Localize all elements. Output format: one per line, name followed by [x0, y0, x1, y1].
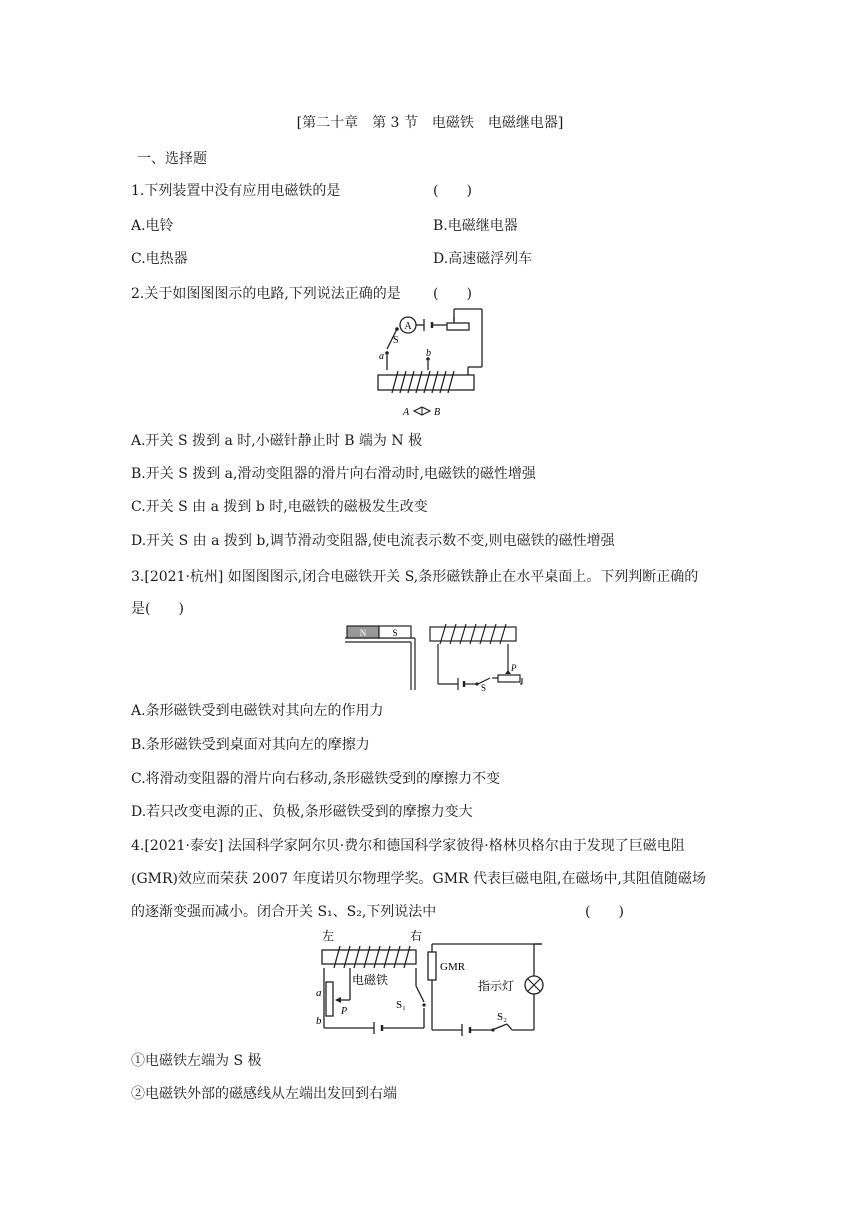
section-label: 一、选择题 — [137, 151, 207, 167]
q4-statement-2: ②电磁铁外部的磁感线从左端出发回到右端 — [131, 1086, 397, 1102]
q2-option-c: C.开关 S 由 a 拨到 b 时,电磁铁的磁极发生改变 — [131, 499, 428, 515]
needle-label-b: B — [434, 407, 441, 418]
q2-option-d: D.开关 S 由 a 拨到 b,调节滑动变阻器,使电流表示数不变,则电磁铁的磁性增强 — [131, 533, 615, 549]
chapter-title: [第二十章 第 3 节 电磁铁 电磁继电器] — [296, 115, 564, 131]
rheostat-icon — [498, 675, 520, 682]
magnet-n-label: N — [359, 628, 367, 638]
q1-paren: ( ) — [433, 183, 472, 199]
point-b-label: b — [426, 348, 431, 359]
q3-switch-label: S — [481, 683, 487, 692]
gmr-resistor-icon — [428, 952, 436, 980]
q4-statement-1: ①电磁铁左端为 S 极 — [131, 1053, 262, 1069]
q4-point-b-label: b — [316, 1015, 322, 1027]
q2-option-b: B.开关 S 拨到 a,滑动变阻器的滑片向右滑动时,电磁铁的磁性增强 — [131, 466, 536, 482]
ammeter-label: A — [404, 321, 412, 332]
q1-option-b: B.电磁继电器 — [433, 218, 518, 234]
q1-option-c: C.电热器 — [131, 251, 188, 267]
q4-stem-line1: 4.[2021·泰安] 法国科学家阿尔贝·费尔和德国科学家彼得·格林贝格尔由于发现了巨磁电阻 — [131, 838, 685, 854]
magnet-s-label: S — [392, 628, 398, 638]
q3-option-d: D.若只改变电源的正、负极,条形磁铁受到的摩擦力变大 — [131, 804, 473, 820]
lamp-label: 指示灯 — [478, 979, 515, 993]
q3-slider-label: P — [511, 663, 517, 673]
right-label: 右 — [410, 929, 423, 943]
q3-stem-line2: 是( ) — [131, 601, 184, 617]
q4-stem-line2: (GMR)效应而荣获 2007 年度诺贝尔物理学奖。GMR 代表巨磁电阻,在磁场中,其阻值随磁场 — [131, 871, 706, 887]
q4-circuit-diagram — [312, 924, 552, 1042]
point-a-label: a — [379, 351, 384, 362]
left-label: 左 — [322, 929, 335, 943]
switch-label: S — [393, 335, 399, 346]
rheostat-icon — [447, 323, 469, 330]
q3-option-c: C.将滑动变阻器的滑片向右移动,条形磁铁受到的摩擦力不变 — [131, 771, 501, 787]
q2-stem: 2.关于如图图图示的电路,下列说法正确的是 — [131, 286, 401, 302]
q2-circuit-diagram — [372, 305, 494, 420]
q4-point-a-label: a — [316, 987, 322, 999]
q1-option-d: D.高速磁浮列车 — [433, 251, 533, 267]
gmr-label: GMR — [440, 961, 466, 973]
q4-slider-label: P — [341, 1006, 348, 1017]
q4-stem-line3: 的逐渐变强而减小。闭合开关 S₁、S₂,下列说法中 — [131, 904, 437, 920]
q3-option-b: B.条形磁铁受到桌面对其向左的摩擦力 — [131, 737, 370, 753]
q3-circuit-diagram — [340, 620, 530, 692]
q4-paren: ( ) — [585, 904, 624, 920]
q3-stem-line1: 3.[2021·杭州] 如图图图示,闭合电磁铁开关 S,条形磁铁静止在水平桌面上。下列判断正确的 — [131, 569, 699, 585]
s1-label: S₁ — [396, 999, 406, 1011]
q1-stem: 1.下列装置中没有应用电磁铁的是 — [131, 183, 341, 199]
needle-label-a: A — [403, 407, 410, 418]
q2-option-a: A.开关 S 拨到 a 时,小磁针静止时 B 端为 N 极 — [131, 433, 423, 449]
q2-paren: ( ) — [433, 286, 472, 302]
q3-option-a: A.条形磁铁受到电磁铁对其向左的作用力 — [131, 703, 384, 719]
electromagnet-label: 电磁铁 — [352, 973, 389, 987]
s2-label: S₂ — [497, 1011, 507, 1023]
q1-option-a: A.电铃 — [131, 218, 174, 234]
